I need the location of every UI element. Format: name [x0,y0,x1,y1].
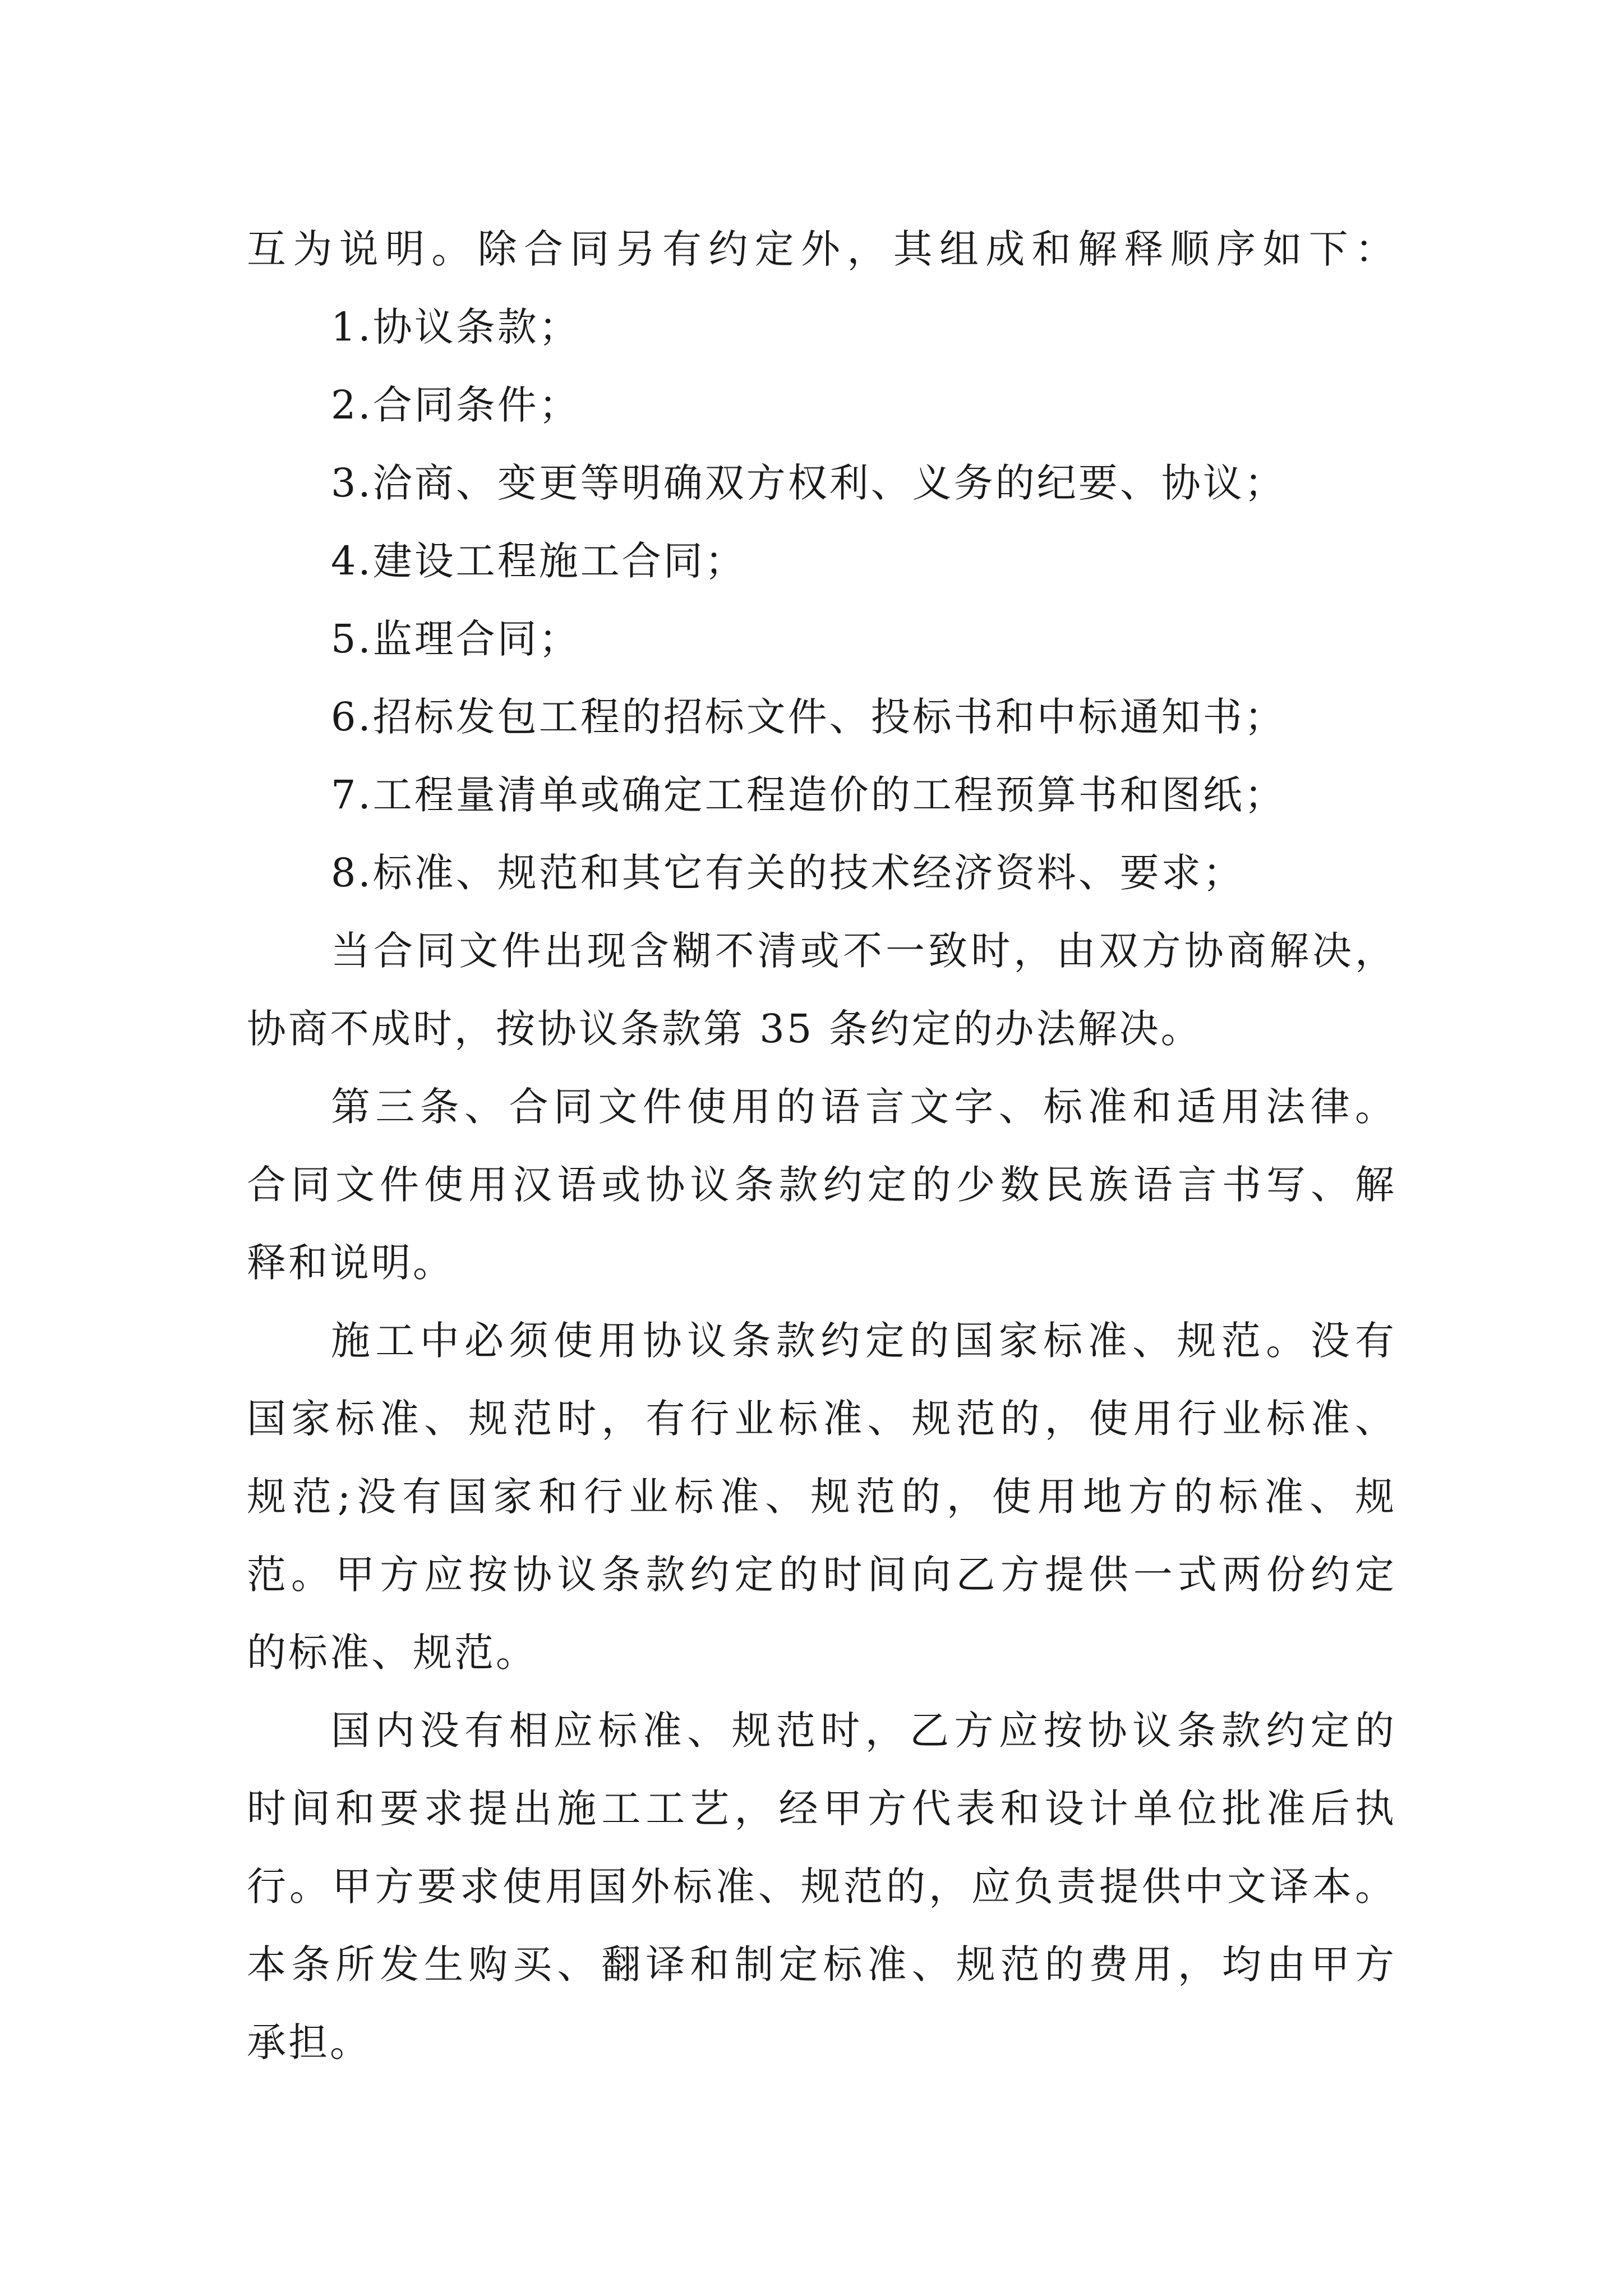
text-line: 协商不成时，按协议条款第 35 条约定的办法解决。 [247,1006,1202,1052]
list-item: 1.协议条款； [331,304,580,350]
text-line: 释和说明。 [247,1240,454,1286]
list-item: 4.建设工程施工合同； [331,538,746,584]
list-item: 6.招标发包工程的招标文件、投标书和中标通知书； [331,694,1286,740]
text-line: 互为说明。除合同另有约定外，其组成和解释顺序如下： [247,226,1396,272]
text-line: 国家标准、规范时，有行业标准、规范的，使用行业标准、 [247,1396,1396,1442]
list-item: 8.标准、规范和其它有关的技术经济资料、要求； [331,850,1244,896]
list-item: 3.洽商、变更等明确双方权利、义务的纪要、协议； [331,460,1286,506]
list-item: 2.合同条件； [331,382,580,428]
text-line: 当合同文件出现含糊不清或不一致时，由双方协商解决， [331,928,1396,974]
list-item: 7.工程量清单或确定工程造价的工程预算书和图纸； [331,772,1286,818]
text-line: 范。甲方应按协议条款约定的时间向乙方提供一式两份约定 [247,1552,1396,1598]
text-line: 行。甲方要求使用国外标准、规范的，应负责提供中文译本。 [247,1864,1396,1910]
text-line: 的标准、规范。 [247,1630,537,1676]
text-line: 时间和要求提出施工工艺，经甲方代表和设计单位批准后执 [247,1786,1396,1832]
text-line: 本条所发生购买、翻译和制定标准、规范的费用，均由甲方 [247,1941,1396,1987]
text-line: 规范;没有国家和行业标准、规范的，使用地方的标准、规 [247,1474,1396,1520]
document-body [247,210,1396,2082]
text-line: 合同文件使用汉语或协议条款约定的少数民族语言书写、解 [247,1162,1396,1208]
list-item: 5.监理合同； [331,616,580,662]
text-line: 承担。 [247,2019,371,2065]
section-heading: 第三条、合同文件使用的语言文字、标准和适用法律。 [331,1084,1396,1130]
text-line: 施工中必须使用协议条款约定的国家标准、规范。没有 [331,1318,1396,1364]
text-line: 国内没有相应标准、规范时，乙方应按协议条款约定的 [331,1708,1396,1754]
